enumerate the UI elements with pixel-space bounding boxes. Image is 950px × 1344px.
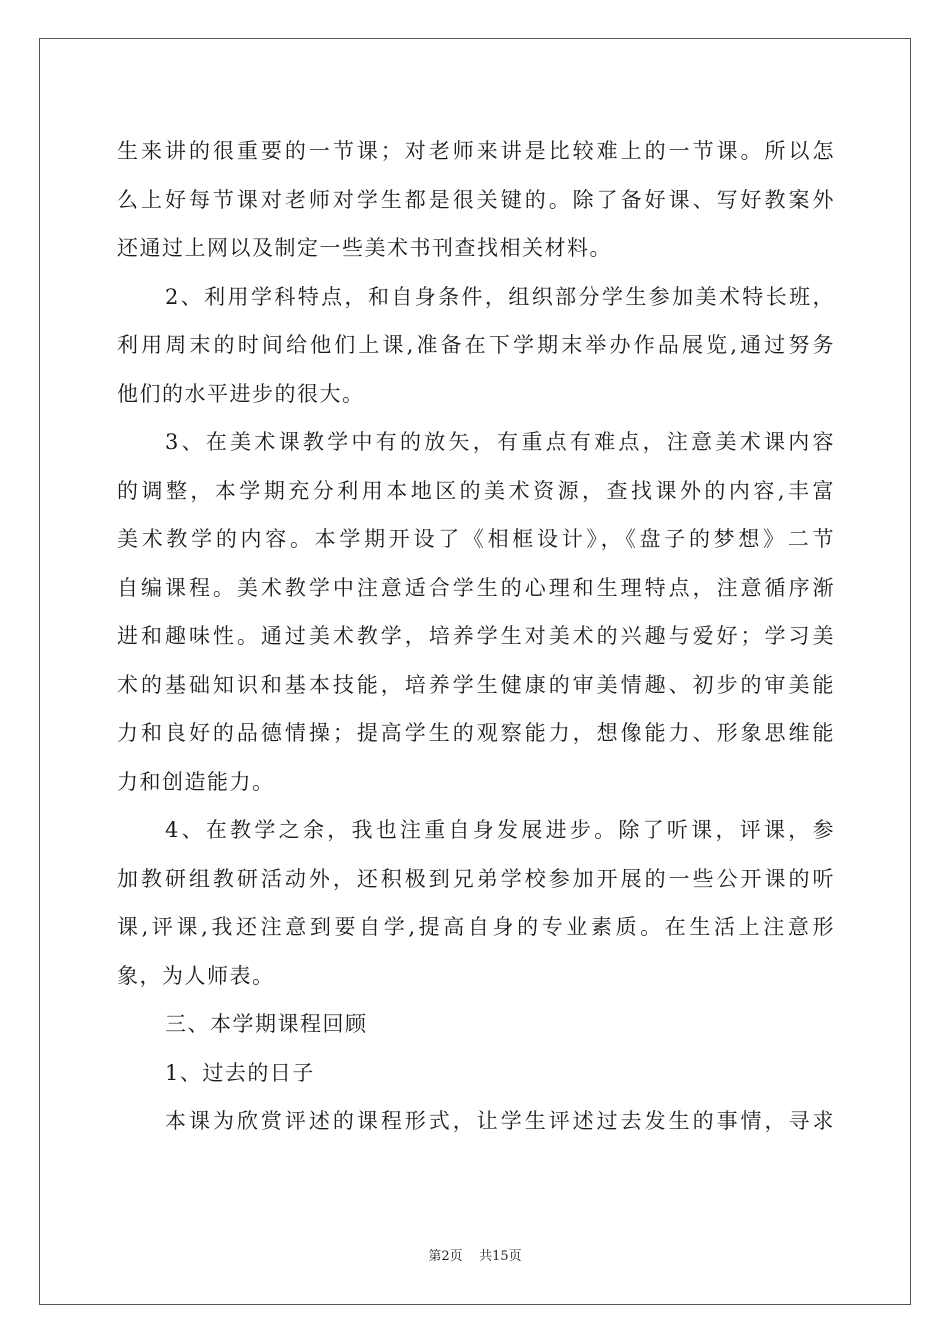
text-line: 美术教学的内容。本学期开设了《相框设计》，《盘子的梦想》二节 — [117, 527, 835, 551]
text-line: 力和创造能力。 — [117, 769, 275, 794]
text-line: 他们的水平进步的很大。 — [117, 381, 365, 406]
text-line: 3、在美术课教学中有的放矢，有重点有难点，注意美术课内容 — [165, 430, 835, 454]
text-line: 2、利用学科特点，和自身条件，组织部分学生参加美术特长班， — [165, 284, 835, 309]
text-line: 进和趣味性。通过美术教学，培养学生对美术的兴趣与爱好；学习美 — [117, 624, 835, 648]
text-line: 自编课程。美术教学中注意适合学生的心理和生理特点，注意循序渐 — [117, 575, 835, 600]
document-body — [117, 127, 835, 1146]
text-line: 生来讲的很重要的一节课；对老师来讲是比较难上的一节课。所以怎 — [117, 139, 835, 163]
text-line: 本课为欣赏评述的课程形式，让学生评述过去发生的事情，寻求 — [165, 1109, 835, 1133]
text-line: 还通过上网以及制定一些美术书刊查找相关材料。 — [117, 236, 612, 260]
text-line: 的调整，本学期充分利用本地区的美术资源，查找课外的内容,丰富 — [117, 478, 835, 503]
text-line: 三、本学期课程回顾 — [165, 1012, 368, 1036]
text-line: 象，为人师表。 — [117, 963, 275, 988]
text-line: 术的基础知识和基本技能，培养学生健康的审美情趣、初步的审美能 — [117, 672, 835, 697]
text-line: 么上好每节课对老师对学生都是很关键的。除了备好课、写好教案外 — [117, 187, 835, 212]
page-number-footer: 第2页 共15页 — [428, 1249, 522, 1264]
text-line: 利用周末的时间给他们上课,准备在下学期末举办作品展览,通过努务 — [117, 333, 835, 357]
text-line: 课,评课,我还注意到要自学,提高自身的专业素质。在生活上注意形 — [117, 915, 835, 939]
text-line: 4、在教学之余，我也注重自身发展进步。除了听课，评课，参 — [165, 818, 835, 842]
text-line: 加教研组教研活动外，还积极到兄弟学校参加开展的一些公开课的听 — [117, 866, 835, 891]
text-line: 1、过去的日子 — [165, 1060, 315, 1085]
text-line: 力和良好的品德情操；提高学生的观察能力，想像能力、形象思维能 — [117, 721, 835, 745]
